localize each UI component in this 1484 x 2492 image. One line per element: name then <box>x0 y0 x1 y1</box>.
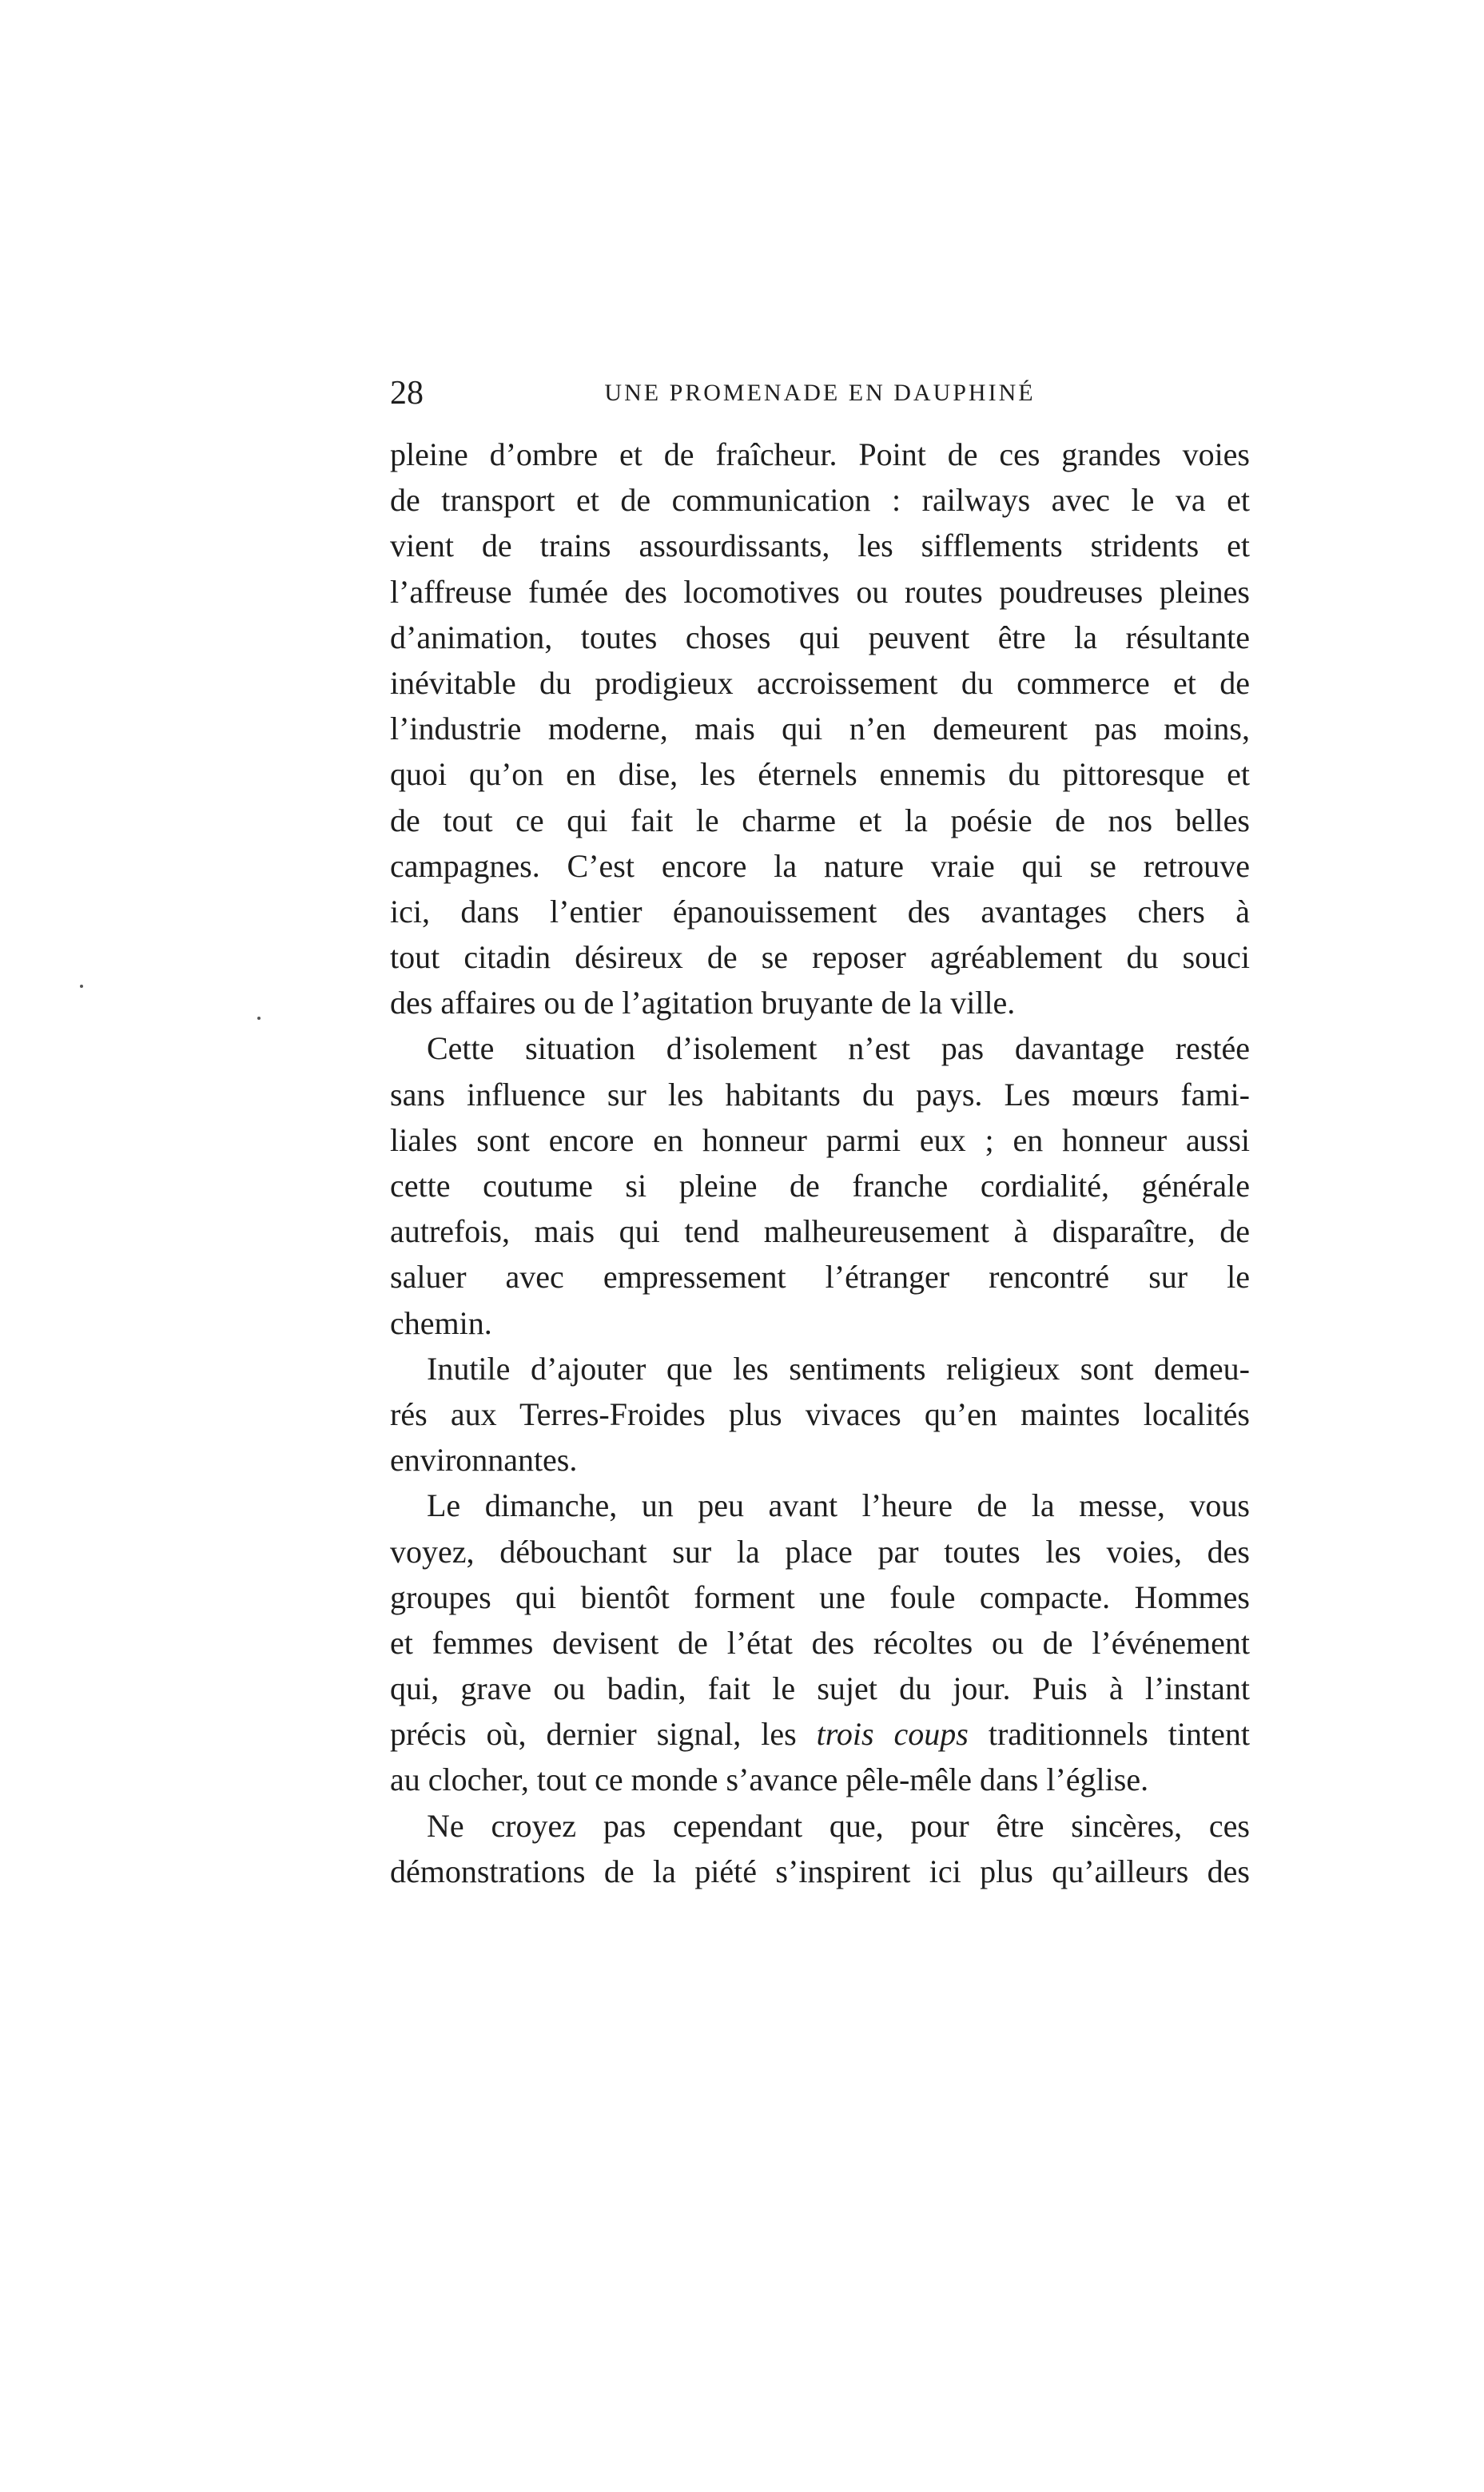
text-line: Le dimanche, un peu avant l’heure de la messe, vous <box>427 1487 1250 1524</box>
text-line: inévitable du prodigieux accroissement du commerce et de <box>390 664 1250 701</box>
text-line: vient de trains assourdissants, les sifflements stridents et <box>390 527 1250 564</box>
running-title: UNE PROMENADE EN DAUPHINÉ <box>604 380 1036 406</box>
text-segment: traditionnels tintent <box>968 1716 1250 1753</box>
text-line: rés aux Terres-Froides plus vivaces qu’en maintes localités <box>390 1395 1250 1432</box>
text-line: et femmes devisent de l’état des récoltes ou de l’événement <box>390 1624 1250 1661</box>
text-line: pleine d’ombre et de fraîcheur. Point de ces grandes voies <box>390 436 1250 472</box>
text-line: ici, dans l’entier épanouissement des avantages chers à <box>390 893 1250 930</box>
text-line: Cette situation d’isolement n’est pas davantage restée <box>427 1030 1250 1067</box>
text-line: Inutile d’ajouter que les sentiments religieux sont demeu- <box>427 1350 1250 1387</box>
text-line: voyez, débouchant sur la place par toutes les voies, des <box>390 1533 1250 1570</box>
text-segment: précis où, dernier signal, les <box>390 1716 817 1753</box>
text-line: au clocher, tout ce monde s’avance pêle-mêle dans l’église. <box>390 1762 1149 1798</box>
text-line: liales sont encore en honneur parmi eux ; en honneur aussi <box>390 1121 1250 1158</box>
text-line: sans influence sur les habitants du pays. Les mœurs fami- <box>390 1076 1250 1113</box>
text-line <box>390 1711 1250 1757</box>
print-speck <box>257 1017 261 1020</box>
running-head <box>390 369 1250 417</box>
text-line: l’industrie moderne, mais qui n’en demeurent pas moins, <box>390 711 1250 747</box>
text-line: qui, grave ou badin, fait le sujet du jour. Puis à l’instant <box>390 1670 1250 1707</box>
text-line: cette coutume si pleine de franche cordialité, générale <box>390 1168 1250 1204</box>
page-number: 28 <box>390 375 424 412</box>
body-text <box>390 432 1250 1894</box>
text-line: démonstrations de la piété s’inspirent ici plus qu’ailleurs des <box>390 1853 1250 1889</box>
print-speck <box>80 985 83 988</box>
text-line: l’affreuse fumée des locomotives ou routes poudreuses pleines <box>390 573 1250 610</box>
text-line: groupes qui bientôt forment une foule compacte. Hommes <box>390 1578 1250 1615</box>
text-line: saluer avec empressement l’étranger rencontré sur le <box>390 1259 1250 1296</box>
text-line: de transport et de communication : railways avec le va et <box>390 482 1250 519</box>
text-line: d’animation, toutes choses qui peuvent être la résultante <box>390 619 1250 655</box>
text-line: tout citadin désireux de se reposer agréablement du souci <box>390 939 1250 976</box>
text-line: quoi qu’on en dise, les éternels ennemis du pittoresque et <box>390 756 1250 793</box>
text-line: chemin. <box>390 1304 492 1341</box>
text-line: campagnes. C’est encore la nature vraie qui se retrouve <box>390 847 1250 884</box>
text-line: environnantes. <box>390 1442 578 1479</box>
text-line: des affaires ou de l’agitation bruyante de la ville. <box>390 985 1016 1021</box>
text-line: Ne croyez pas cependant que, pour être sincères, ces <box>427 1807 1250 1844</box>
text-line: de tout ce qui fait le charme et la poésie de nos belles <box>390 802 1250 838</box>
text-line: autrefois, mais qui tend malheureusement à disparaître, de <box>390 1213 1250 1250</box>
italic-phrase: trois coups <box>816 1716 969 1753</box>
